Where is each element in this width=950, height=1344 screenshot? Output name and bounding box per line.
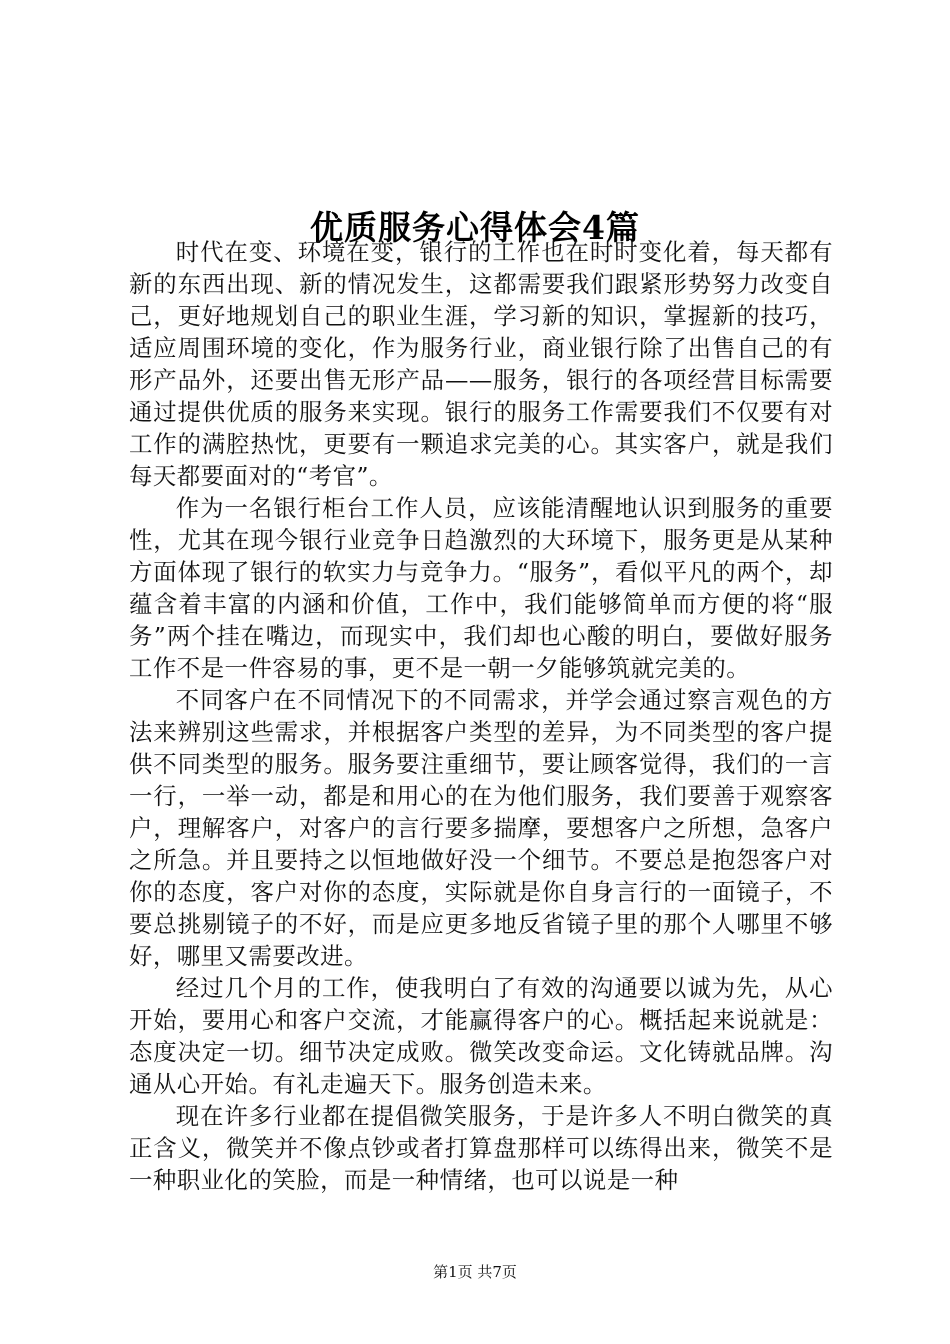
paragraph-4: 经过几个月的工作，使我明白了有效的沟通要以诚为先，从心开始，要用心和客户交流，才能赢得客户的心。概括起来说就是：态度决定一切。细节决定成败。微笑改变命运。文化铸就品牌。沟通从心开始。有礼走遍天下。服务创造未来。 bbox=[129, 974, 833, 1098]
paragraph-2: 作为一名银行柜台工作人员，应该能清醒地认识到服务的重要性，尤其在现今银行业竞争日趋激烈的大环境下，服务更是从某种方面体现了银行的软实力与竞争力。“服务”，看似平凡的两个，却蕴含着丰富的内涵和价值，工作中，我们能够简单而方便的将“服务”两个挂在嘴边，而现实中，我们却也心酸的明白，要做好服务工作不是一件容易的事，更不是一朝一夕能够筑就完美的。 bbox=[129, 494, 833, 682]
page-footer: 第1页 共7页 bbox=[433, 1263, 517, 1281]
paragraph-5: 现在许多行业都在提倡微笑服务，于是许多人不明白微笑的真正含义，微笑并不像点钞或者打算盘那样可以练得出来，微笑不是一种职业化的笑脸，而是一种情绪，也可以说是一种 bbox=[129, 1102, 833, 1194]
document-title: 优质服务心得体会4篇 bbox=[310, 208, 640, 248]
paragraph-3: 不同客户在不同情况下的不同需求，并学会通过察言观色的方法来辨别这些需求，并根据客户类型的差异，为不同类型的客户提供不同类型的服务。服务要注重细节，要让顾客觉得，我们的一言一行，一举一动，都是和用心的在为他们服务，我们要善于观察客户，理解客户，对客户的言行要多揣摩，要想客户之所想，急客户之所急。并且要持之以恒地做好没一个细节。不要总是抱怨客户对你的态度，客户对你的态度，实际就是你自身言行的一面镜子，不要总挑剔镜子的不好，而是应更多地反省镜子里的那个人哪里不够好，哪里又需要改进。 bbox=[129, 686, 833, 970]
document-body bbox=[129, 236, 833, 1196]
paragraph-1: 时代在变、环境在变，银行的工作也在时时变化着，每天都有新的东西出现、新的情况发生，这都需要我们跟紧形势努力改变自己，更好地规划自己的职业生涯，学习新的知识，掌握新的技巧，适应周围环境的变化，作为服务行业，商业银行除了出售自己的有形产品外，还要出售无形产品——服务，银行的各项经营目标需要通过提供优质的服务来实现。银行的服务工作需要我们不仅要有对工作的满腔热忱，更要有一颗追求完美的心。其实客户，就是我们每天都要面对的“考官”。 bbox=[129, 238, 833, 490]
